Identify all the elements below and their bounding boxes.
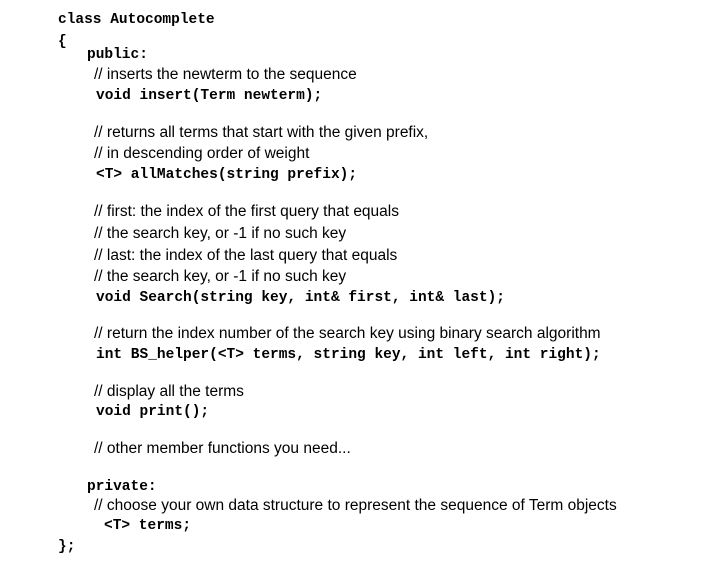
search-comment-4: // the search key, or -1 if no such key <box>94 268 347 285</box>
search-declaration: void Search(string key, int& first, int& last); <box>96 290 505 306</box>
all-matches-declaration: <T> allMatches(string prefix); <box>96 167 358 183</box>
close-brace: }; <box>58 539 76 555</box>
private-member-declaration: <T> terms; <box>104 518 192 534</box>
search-comment-3: // last: the index of the last query that equals <box>94 247 398 264</box>
public-access-label: public: <box>87 47 148 63</box>
all-matches-comment-2: // in descending order of weight <box>94 145 310 162</box>
class-declaration: class Autocomplete <box>58 12 215 28</box>
bs-helper-declaration: int BS_helper(<T> terms, string key, int left, int right); <box>96 347 601 363</box>
search-comment-1: // first: the index of the first query that equals <box>94 203 399 220</box>
insert-declaration: void insert(Term newterm); <box>96 88 323 104</box>
private-comment: // choose your own data structure to represent the sequence of Term objects <box>94 497 617 514</box>
open-brace: { <box>58 34 67 50</box>
print-declaration: void print(); <box>96 404 210 420</box>
print-comment: // display all the terms <box>94 383 244 400</box>
insert-comment: // inserts the newterm to the sequence <box>94 66 357 83</box>
private-access-label: private: <box>87 479 157 495</box>
all-matches-comment-1: // returns all terms that start with the given prefix, <box>94 124 429 141</box>
bs-helper-comment: // return the index number of the search key using binary search algorithm <box>94 325 601 342</box>
search-comment-2: // the search key, or -1 if no such key <box>94 225 347 242</box>
other-members-comment: // other member functions you need... <box>94 440 351 457</box>
